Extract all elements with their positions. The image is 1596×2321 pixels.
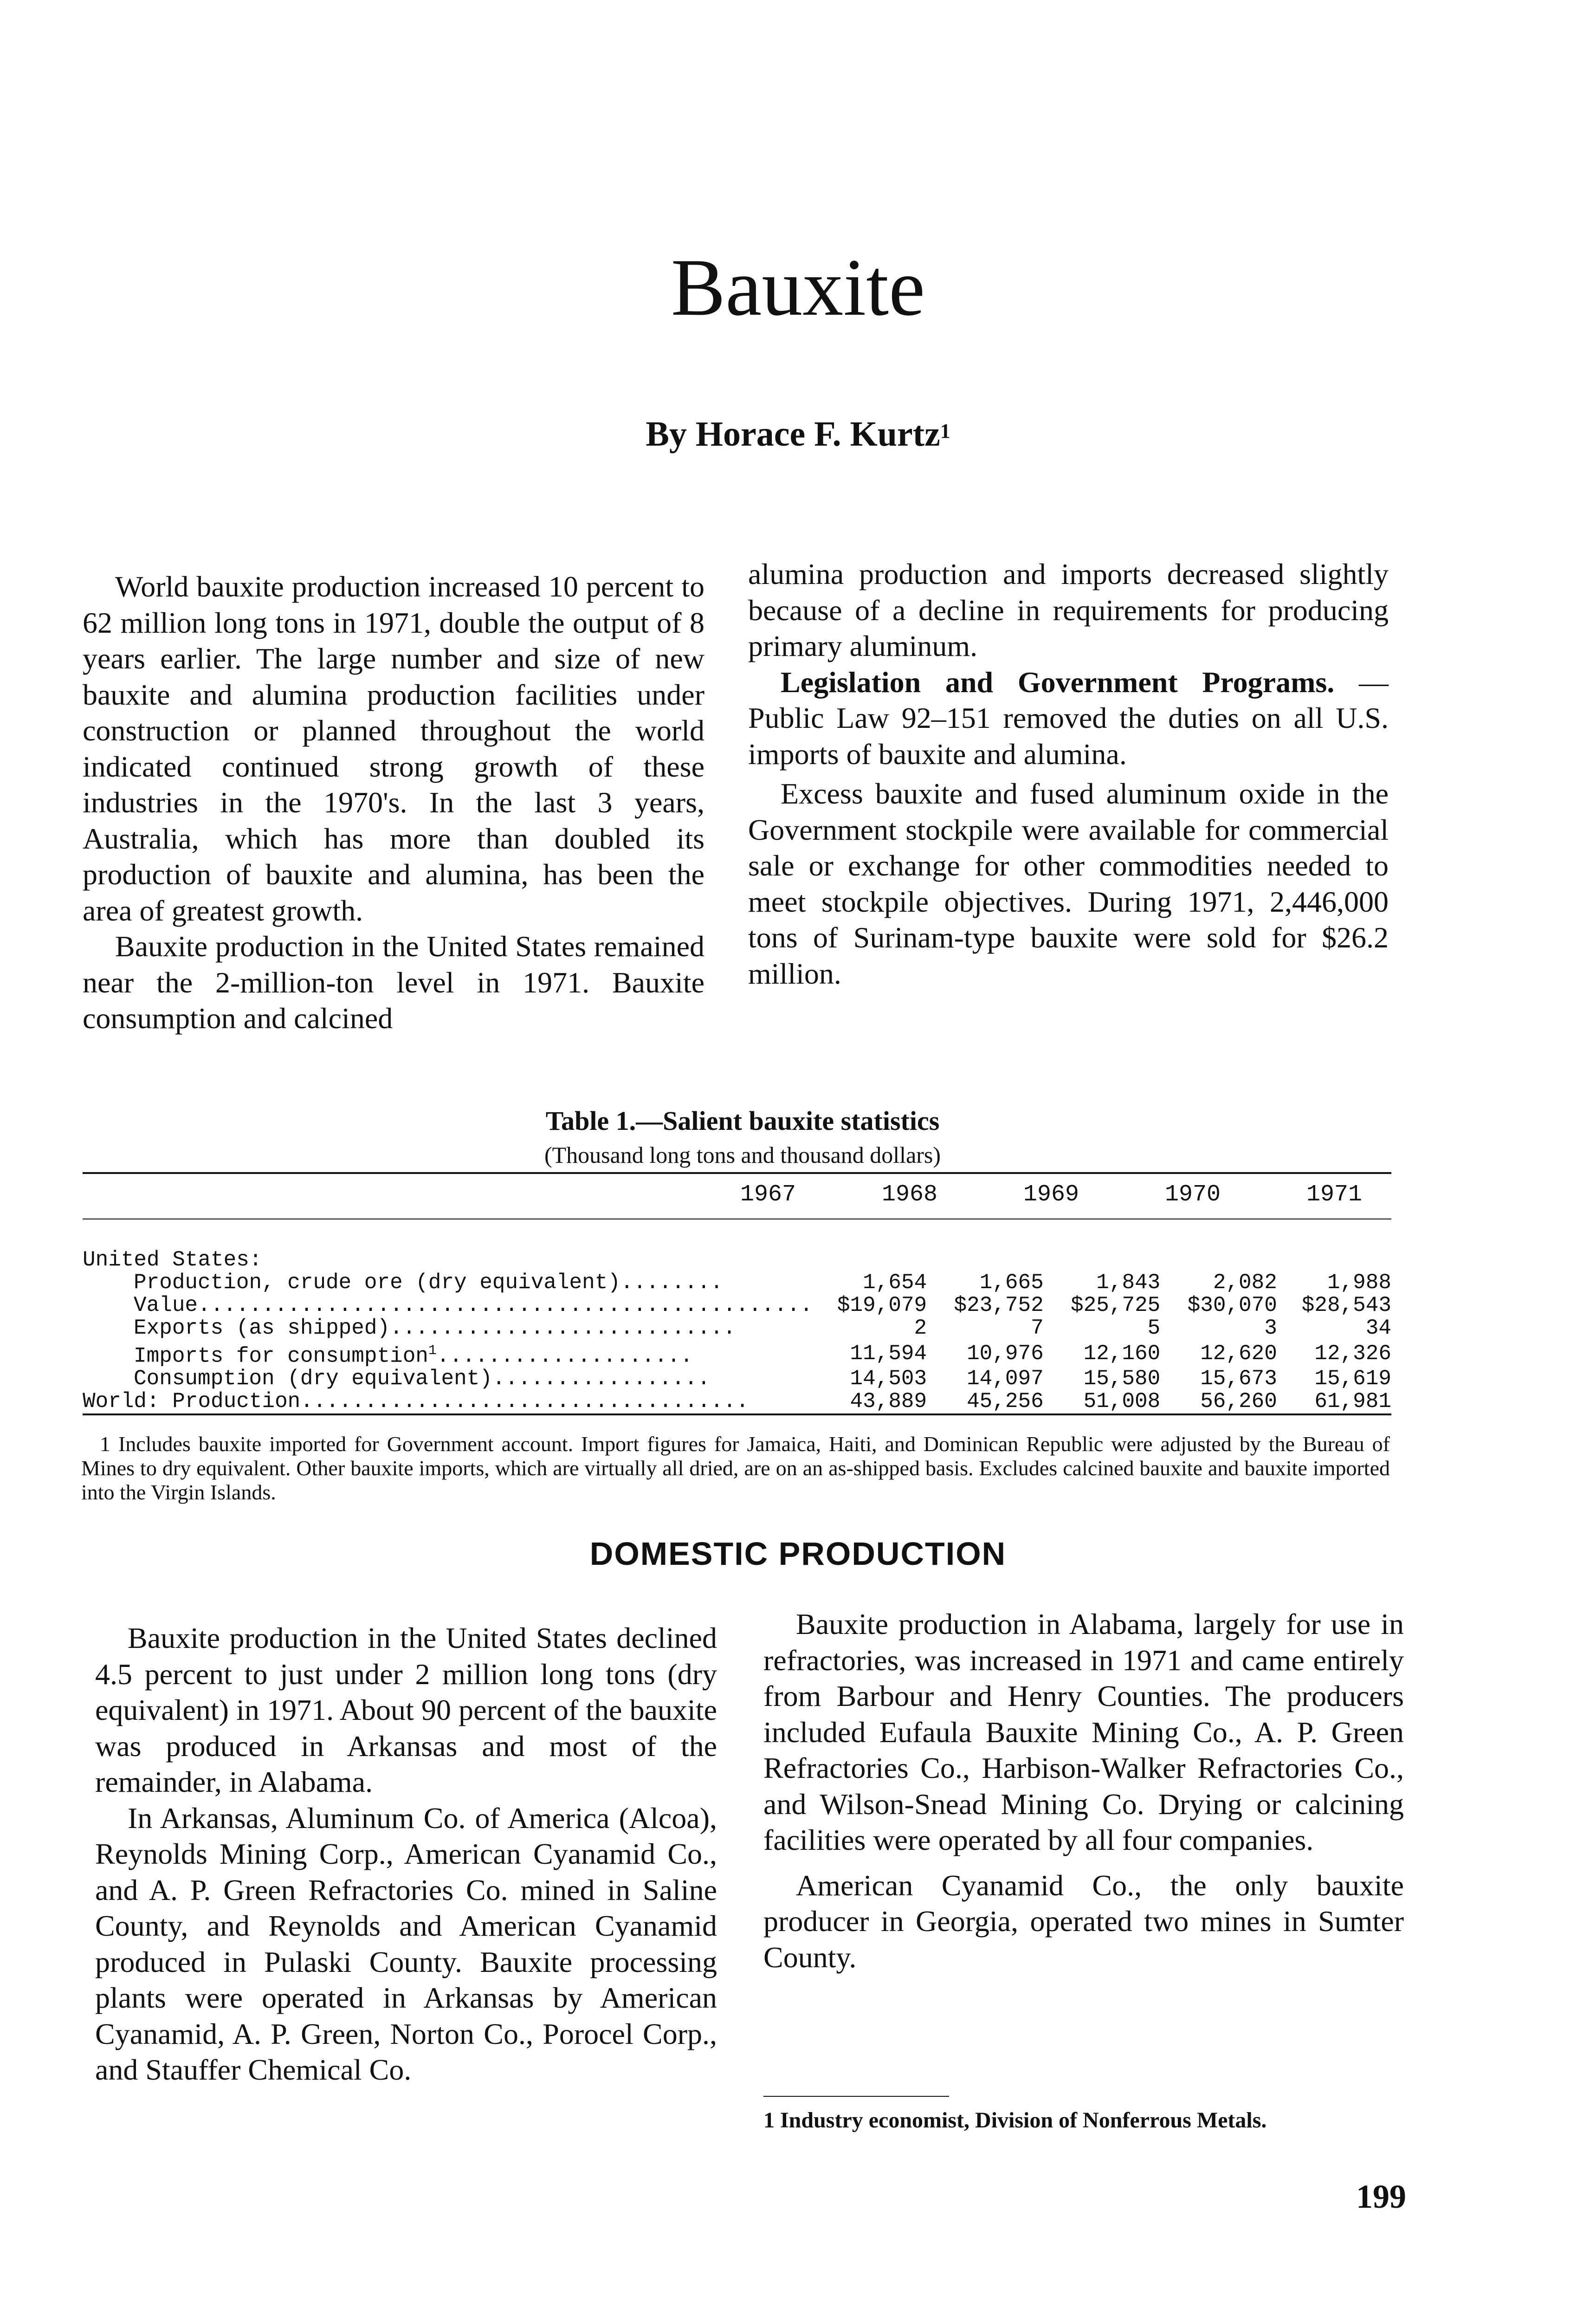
row-leader: ........ bbox=[620, 1271, 723, 1295]
table-footnote bbox=[81, 1432, 1390, 1504]
table-row bbox=[83, 1340, 1391, 1368]
stockpile-paragraph: Excess bauxite and fused aluminum oxide in the Government stockpile were available for commercial sale or exchange for other commodities needed to meet stockpile objectives. During 1971, 2,446,000 tons of Surinam-type bauxite were sold for $26.2 million. bbox=[748, 777, 1389, 990]
table-row bbox=[83, 1317, 1391, 1340]
author-name: By Horace F. Kurtz bbox=[646, 415, 940, 454]
cell-value-1971: $28,543 bbox=[1301, 1293, 1391, 1317]
table-bottom-rule bbox=[83, 1413, 1391, 1415]
row-label-value: Value bbox=[134, 1293, 198, 1317]
row-label-exports: Exports (as shipped) bbox=[134, 1316, 390, 1340]
cell-imports-1967: 11,594 bbox=[850, 1341, 927, 1366]
cell-world-1969: 51,008 bbox=[1083, 1389, 1161, 1414]
row-leader: ................. bbox=[492, 1367, 711, 1391]
cell-world-1971: 61,981 bbox=[1314, 1389, 1391, 1414]
cell-world-1970: 56,260 bbox=[1200, 1389, 1277, 1414]
cell-exports-1967: 2 bbox=[914, 1316, 927, 1340]
table-row bbox=[83, 1368, 1391, 1390]
table-footnote-text: 1 Includes bauxite imported for Government account. Import figures for Jamaica, Haiti, and Dominican Republic were adjusted by the Bureau of Mines to dry equivalent. Other bauxite imports, which are virtually all dried, are on an as-shipped basis. Excludes calcined bauxite and bauxite imported into the Virgin Islands. bbox=[81, 1432, 1390, 1504]
stats-table bbox=[83, 1249, 1391, 1413]
cell-exports-1971: 34 bbox=[1365, 1316, 1391, 1340]
cell-imports-1970: 12,620 bbox=[1200, 1341, 1277, 1366]
table-row bbox=[83, 1390, 1391, 1413]
row-leader: ................................... bbox=[300, 1389, 749, 1414]
cell-world-1968: 45,256 bbox=[967, 1389, 1044, 1414]
table-group-row bbox=[83, 1249, 1391, 1271]
row-leader: ........................... bbox=[390, 1316, 736, 1340]
year-header-1967: 1967 bbox=[740, 1181, 796, 1208]
row-label-consumption: Consumption (dry equivalent) bbox=[134, 1367, 492, 1391]
intro-right-column bbox=[748, 556, 1389, 992]
intro-continuation: alumina production and imports decreased slightly because of a decline in requirements for producing primary aluminum. bbox=[748, 558, 1389, 662]
table-title: Table 1.—Salient bauxite statistics bbox=[545, 1106, 940, 1136]
row-leader: .................... bbox=[436, 1344, 693, 1368]
row-label-production: Production, crude ore (dry equivalent) bbox=[134, 1271, 620, 1295]
cell-consumption-1970: 15,673 bbox=[1200, 1367, 1277, 1391]
cell-production-1968: 1,665 bbox=[979, 1271, 1044, 1295]
cell-value-1970: $30,070 bbox=[1187, 1293, 1277, 1317]
year-header-1969: 1969 bbox=[1023, 1181, 1079, 1208]
intro-left-column bbox=[83, 569, 704, 1037]
cell-value-1968: $23,752 bbox=[954, 1293, 1044, 1317]
legislation-paragraph bbox=[748, 664, 1389, 772]
cell-value-1969: $25,725 bbox=[1071, 1293, 1161, 1317]
cell-imports-1971: 12,326 bbox=[1314, 1341, 1391, 1366]
alabama-paragraph: Bauxite production in Alabama, largely for use in refractories, was increased in 1971 and came entirely from Barbour and Henry Counties. The producers included Eufaula Bauxite Mining Co., A. P. Green Refractories Co., Harbison-Walker Refractories Co., and Wilson-Snead Mining Co. Drying or calcining facilities were operated by all four companies. bbox=[763, 1608, 1404, 1856]
table-body bbox=[83, 1249, 1391, 1413]
intro-paragraph-1: World bauxite production increased 10 percent to 62 million long tons in 1971, double the output of 8 years earlier. The large number and size of new bauxite and alumina production facilities under construction or planned throughout the world indicated continued strong growth of these industries in the 1970's. In the last 3 years, Australia, which has more than doubled its production of bauxite and alumina, has been the area of greatest growth. bbox=[83, 570, 704, 927]
table-row bbox=[83, 1271, 1391, 1294]
author-footnote: 1 Industry economist, Division of Nonferrous Metals. bbox=[763, 2108, 1267, 2133]
cell-value-1967: $19,079 bbox=[837, 1293, 927, 1317]
byline-footnote-marker: 1 bbox=[940, 420, 950, 442]
page-title: Bauxite bbox=[671, 242, 925, 333]
cell-production-1970: 2,082 bbox=[1213, 1271, 1277, 1295]
domestic-paragraph-2: In Arkansas, Aluminum Co. of America (Alcoa), Reynolds Mining Corp., American Cyanamid Co., and A. P. Green Refractories Co. mined in Saline County, and Reynolds and American Cyanamid produced in Pulaski County. Bauxite processing plants were operated in Arkansas by American Cyanamid, A. P. Green, Norton Co., Porocel Corp., and Stauffer Chemical Co. bbox=[95, 1801, 717, 2086]
cell-imports-1968: 10,976 bbox=[967, 1341, 1044, 1366]
cell-consumption-1967: 14,503 bbox=[850, 1367, 927, 1391]
table-row bbox=[83, 1294, 1391, 1317]
cell-world-1967: 43,889 bbox=[850, 1389, 927, 1414]
row-leader: ................................................ bbox=[198, 1293, 813, 1317]
legislation-heading: Legislation and Government Programs. bbox=[781, 665, 1335, 699]
year-header-1971: 1971 bbox=[1306, 1181, 1363, 1208]
cell-production-1969: 1,843 bbox=[1096, 1271, 1161, 1295]
cell-consumption-1969: 15,580 bbox=[1083, 1367, 1161, 1391]
group-label-united-states: United States: bbox=[83, 1248, 262, 1272]
year-header-1970: 1970 bbox=[1164, 1181, 1221, 1208]
section-heading: DOMESTIC PRODUCTION bbox=[589, 1536, 1007, 1572]
table-subtitle: (Thousand long tons and thousand dollars) bbox=[544, 1142, 941, 1168]
domestic-paragraph-1: Bauxite production in the United States declined 4.5 percent to just under 2 million long tons (dry equivalent) in 1971. About 90 percent of the bauxite was produced in Arkansas and most of the remainder, in Alabama. bbox=[95, 1621, 717, 1798]
cell-production-1971: 1,988 bbox=[1327, 1271, 1391, 1295]
cell-exports-1968: 7 bbox=[1031, 1316, 1044, 1340]
cell-exports-1970: 3 bbox=[1264, 1316, 1277, 1340]
imports-footnote-marker: 1 bbox=[428, 1343, 437, 1359]
legislation-text: —Public Law 92–151 removed the duties on all U.S. imports of bauxite and alumina. bbox=[748, 665, 1389, 771]
footnote-rule bbox=[763, 2096, 949, 2097]
cell-exports-1969: 5 bbox=[1147, 1316, 1161, 1340]
cell-consumption-1968: 14,097 bbox=[967, 1367, 1044, 1391]
cell-imports-1969: 12,160 bbox=[1083, 1341, 1161, 1366]
byline bbox=[0, 413, 1596, 455]
row-label-imports: Imports for consumption bbox=[134, 1344, 428, 1368]
domestic-right-column bbox=[763, 1606, 1404, 1975]
page-number: 199 bbox=[1356, 2178, 1406, 2215]
cell-production-1967: 1,654 bbox=[863, 1271, 927, 1295]
domestic-left-column bbox=[95, 1620, 717, 2088]
georgia-paragraph: American Cyanamid Co., the only bauxite producer in Georgia, operated two mines in Sumter County. bbox=[763, 1868, 1404, 1974]
table-top-rule bbox=[83, 1172, 1391, 1174]
row-label-world-production: World: Production bbox=[83, 1389, 301, 1414]
table-header-row bbox=[712, 1181, 1390, 1208]
year-header-1968: 1968 bbox=[881, 1181, 938, 1208]
cell-consumption-1971: 15,619 bbox=[1314, 1367, 1391, 1391]
intro-paragraph-2: Bauxite production in the United States remained near the 2-million-ton level in 1971. Bauxite consumption and calcined bbox=[83, 930, 704, 1035]
